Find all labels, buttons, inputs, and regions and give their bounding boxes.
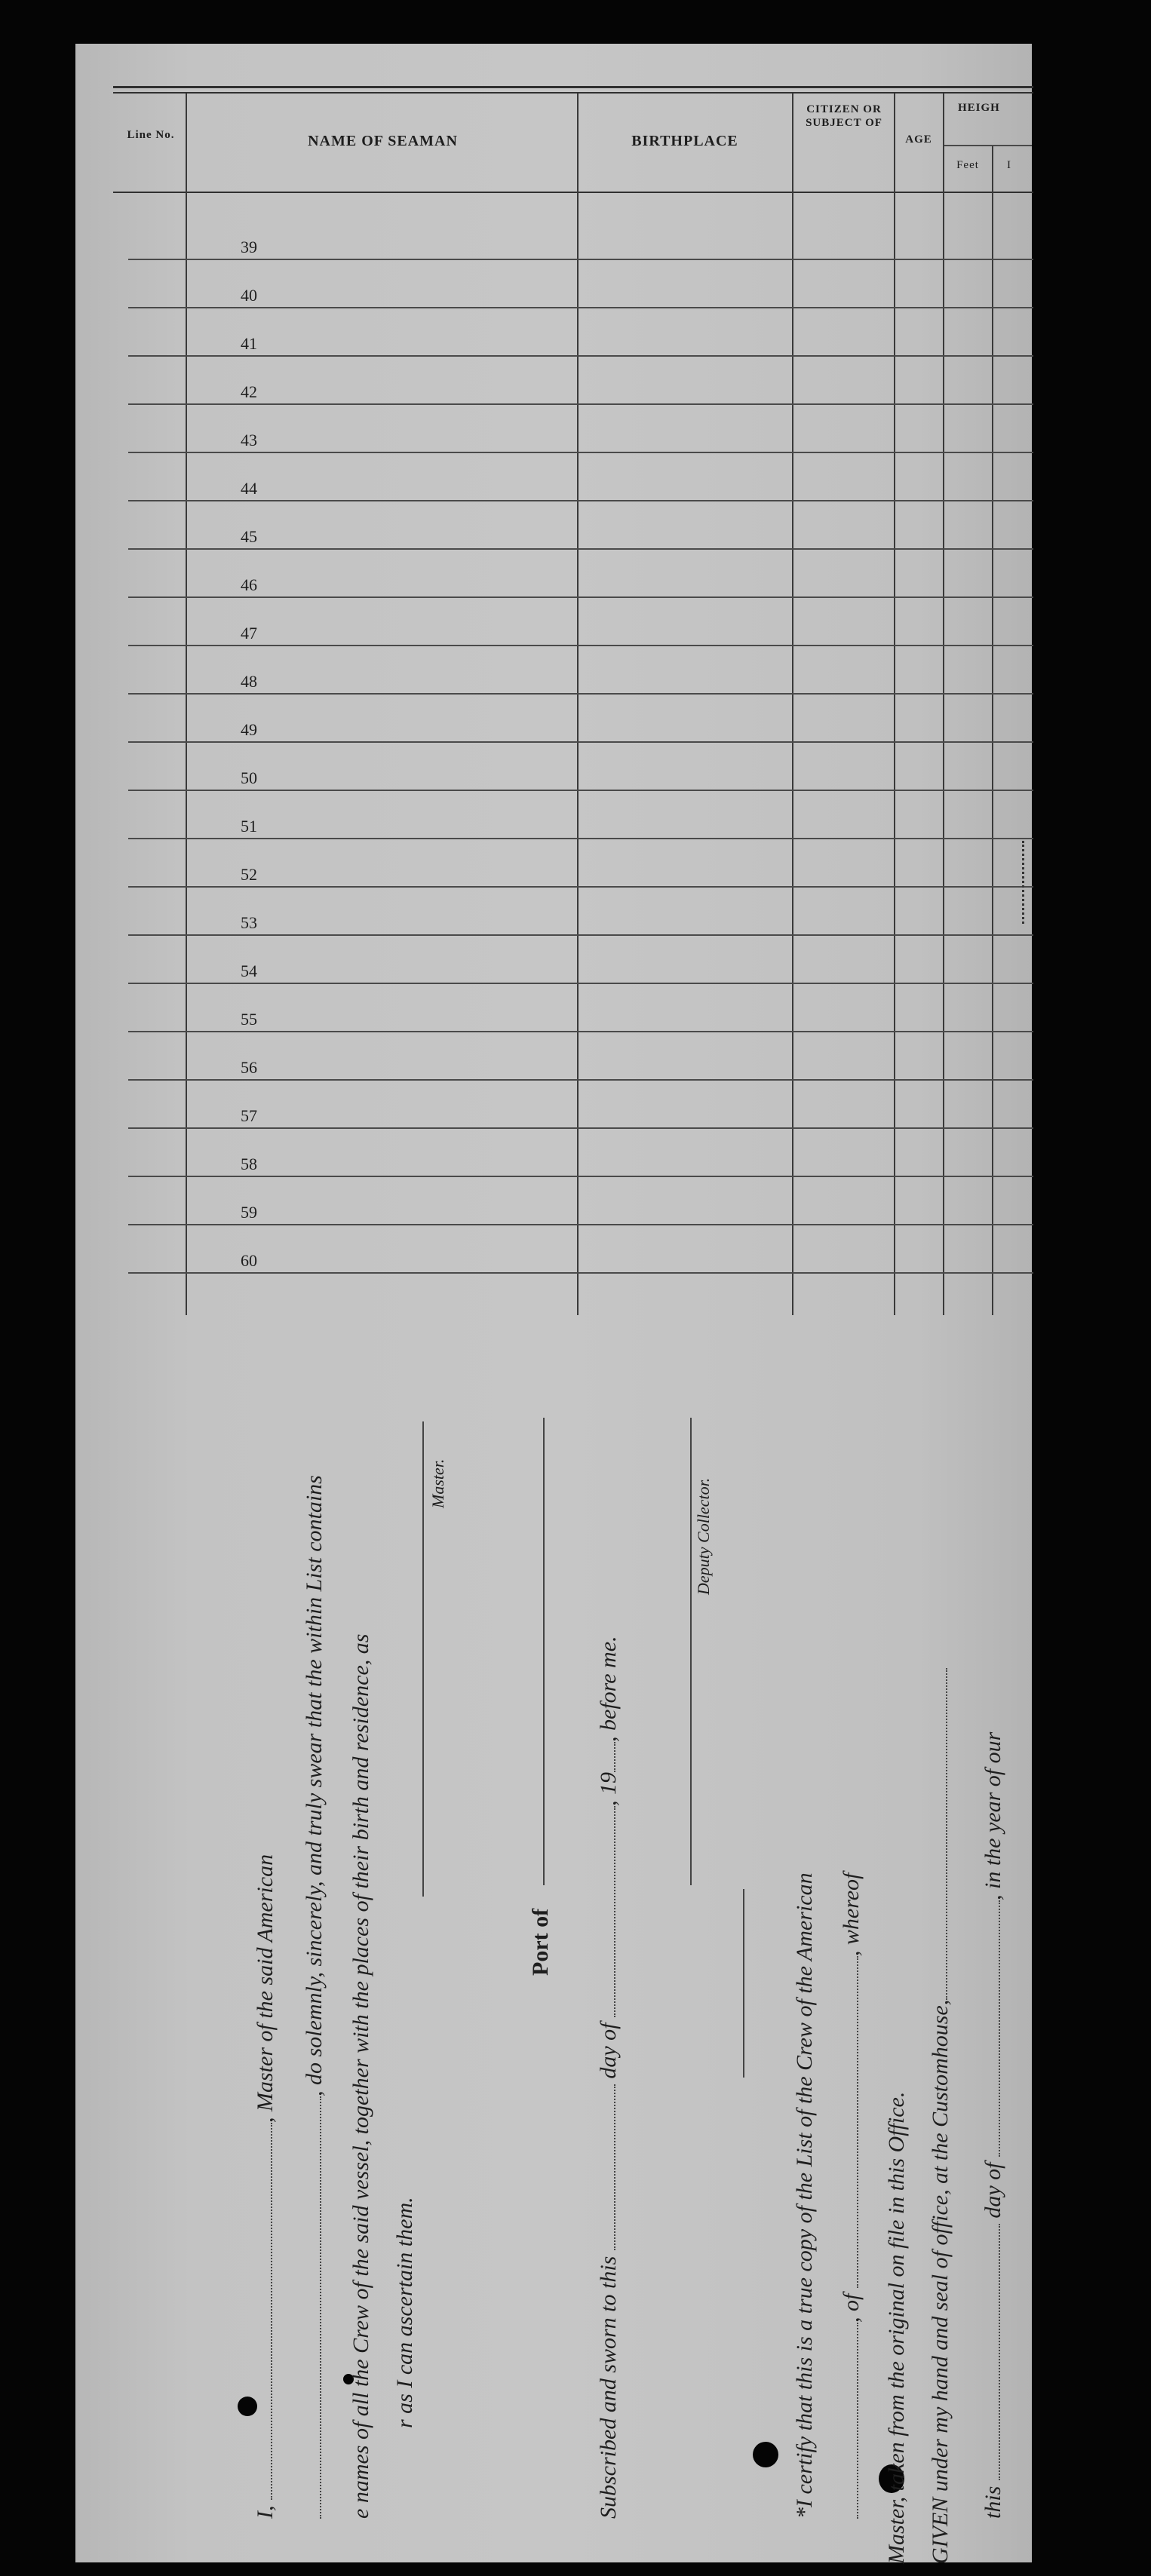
master-name-blank[interactable] <box>271 2123 272 2500</box>
oath-line-4-text: r as I can ascertain them. <box>392 2197 417 2428</box>
table-row-rule <box>128 403 1033 405</box>
header-name-of-seaman: NAME OF SEAMAN <box>308 133 458 149</box>
certify-line-1-text: *I certify that this is a true copy of the List of the Crew of the American <box>792 1872 817 2519</box>
table-row-rule <box>128 500 1033 501</box>
table-row-rule <box>128 1224 1033 1225</box>
table-row-rule <box>128 1031 1033 1032</box>
sworn-text-b: day of <box>596 2016 621 2085</box>
certify-port-blank[interactable] <box>857 1956 858 2288</box>
table-row-rule <box>128 259 1033 260</box>
certify-line-3-text: Master, taken from the original on file in this Office. <box>884 2091 909 2564</box>
certify-line-5-c: , in the year of our <box>981 1731 1005 1900</box>
line-number: 39 <box>241 238 257 256</box>
line-number: 44 <box>241 479 257 498</box>
certify-line-4-text: GIVEN under my hand and seal of office, at the Customhouse, <box>928 1999 953 2564</box>
sworn-day-blank[interactable] <box>614 2084 615 2250</box>
col-rule-5 <box>943 94 944 1315</box>
table-row-rule <box>128 1176 1033 1177</box>
port-of-text: Port of <box>528 1908 553 1976</box>
height-subheader-rule <box>944 145 1032 146</box>
master-label: Master. <box>428 1458 447 1508</box>
punch-hole <box>753 2442 778 2467</box>
col-rule-6 <box>992 146 993 1315</box>
table-row-rule <box>128 886 1033 888</box>
line-number: 51 <box>241 817 257 836</box>
table-row-rule <box>128 355 1033 357</box>
header-top-rule-inner <box>113 92 1033 94</box>
table-row-rule <box>128 1079 1033 1081</box>
line-number: 54 <box>241 961 257 980</box>
sworn-text-a: Subscribed and sworn to this <box>596 2250 621 2519</box>
line-number: 56 <box>241 1058 257 1077</box>
line-number: 55 <box>241 1010 257 1029</box>
given-day-blank[interactable] <box>999 2224 1000 2480</box>
line-number: 46 <box>241 575 257 594</box>
header-age: AGE <box>905 133 932 146</box>
sworn-month-blank[interactable] <box>614 1806 615 2017</box>
line-number: 47 <box>241 624 257 642</box>
col-rule-1 <box>186 94 187 1315</box>
seal-line <box>743 1889 744 2078</box>
table-row-rule <box>128 307 1033 308</box>
table-row-rule <box>128 693 1033 695</box>
certify-line-2-b: , whereof <box>839 1872 864 1957</box>
oath-line-1-end: , Master of the said American <box>253 1854 278 2123</box>
header-citizen: CITIZEN OR SUBJECT OF <box>806 103 882 129</box>
header-height: HEIGH <box>958 102 1000 114</box>
line-number: 41 <box>241 334 257 353</box>
col-rule-3 <box>792 94 793 1315</box>
certify-line-5-b: day of <box>981 2156 1005 2225</box>
table-row-rule <box>128 838 1033 839</box>
oath-line-4 <box>392 1448 460 2428</box>
master-signature-line[interactable] <box>422 1421 424 1897</box>
certify-vessel-blank[interactable] <box>857 2323 858 2519</box>
table-row-rule <box>128 596 1033 598</box>
vessel-name-blank[interactable] <box>320 2096 321 2519</box>
line-number: 45 <box>241 527 257 546</box>
line-number: 50 <box>241 768 257 787</box>
customhouse-blank[interactable] <box>946 1668 947 2000</box>
certify-line-5 <box>981 1538 1048 2519</box>
line-number: 48 <box>241 672 257 691</box>
line-number: 52 <box>241 865 257 884</box>
line-number: 53 <box>241 913 257 932</box>
sworn-line <box>596 1538 664 2519</box>
header-feet: Feet <box>956 159 979 171</box>
oath-line-2-text: , do solemnly, sincerely, and truly swear that the within List contains <box>302 1475 327 2096</box>
sworn-year-blank[interactable] <box>614 1742 615 1772</box>
deputy-collector-label: Deputy Collector. <box>694 1477 713 1595</box>
deputy-signature-line[interactable] <box>690 1418 692 1885</box>
line-number: 40 <box>241 286 257 305</box>
port-of-label <box>528 1825 596 1976</box>
given-month-blank[interactable] <box>999 1900 1000 2157</box>
line-number: 57 <box>241 1106 257 1125</box>
header-birthplace: BIRTHPLACE <box>631 133 738 149</box>
sworn-text-d: , before me. <box>596 1636 621 1742</box>
table-row-rule <box>128 645 1033 646</box>
oath-line-3-text: e names of all the Crew of the said vessel, together with the places of their birth and residence, as <box>348 1633 373 2519</box>
port-name-line[interactable] <box>543 1418 545 1885</box>
page-edge-mark <box>1022 841 1038 924</box>
table-row-rule <box>128 983 1033 984</box>
line-number: 42 <box>241 382 257 401</box>
line-number: 59 <box>241 1203 257 1222</box>
certify-line-5-a: this <box>981 2480 1005 2519</box>
table-row-rule <box>128 548 1033 550</box>
line-number: 58 <box>241 1155 257 1173</box>
header-bottom-rule <box>113 192 1033 193</box>
header-inches: I <box>1007 159 1011 171</box>
certify-line-2-a: , of <box>839 2288 864 2323</box>
line-number: 60 <box>241 1251 257 1270</box>
line-number: 43 <box>241 431 257 449</box>
table-row-rule <box>128 1272 1033 1274</box>
col-rule-4 <box>894 94 895 1315</box>
line-number: 49 <box>241 720 257 739</box>
oath-line-1-start: I, <box>253 2500 278 2519</box>
table-row-rule <box>128 452 1033 453</box>
table-row-rule <box>128 934 1033 936</box>
header-top-rule <box>113 86 1033 88</box>
sworn-text-c: , 19 <box>596 1771 621 1806</box>
table-row-rule <box>128 1127 1033 1129</box>
table-row-rule <box>128 790 1033 791</box>
header-line-no: Line No. <box>127 129 175 141</box>
table-row-rule <box>128 741 1033 743</box>
col-rule-2 <box>577 94 579 1315</box>
